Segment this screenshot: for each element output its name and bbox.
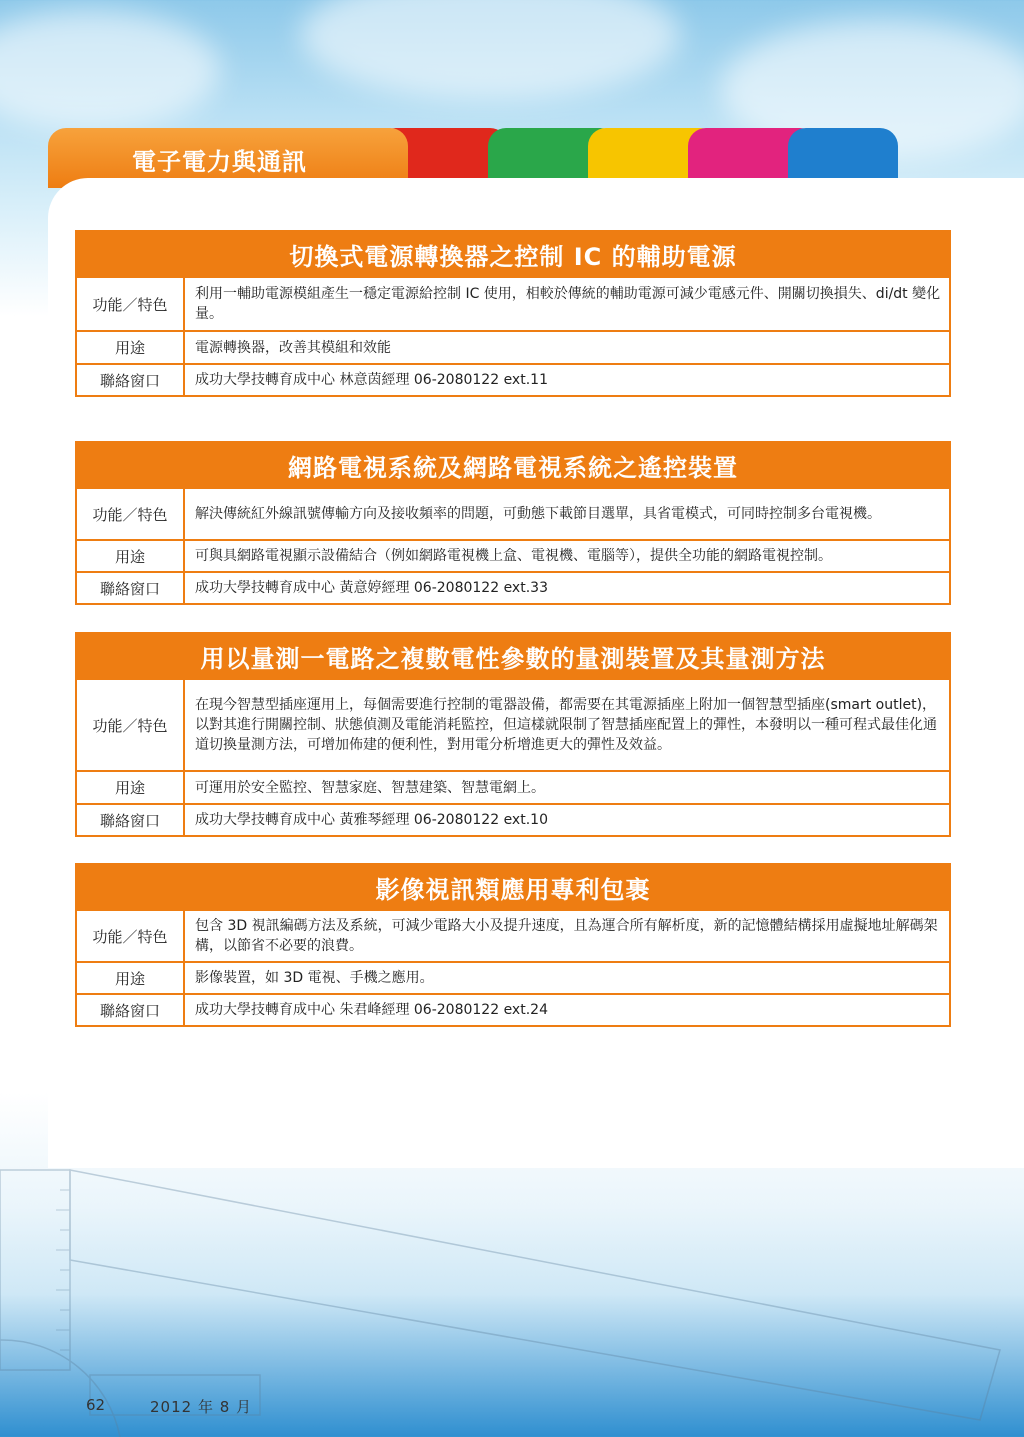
ruler-decoration (0, 1150, 1024, 1437)
usage-text: 可運用於安全監控、智慧家庭、智慧建築、智慧電網上。 (195, 779, 545, 796)
contact-label: 聯絡窗口 (77, 805, 185, 835)
usage-label: 用途 (77, 541, 185, 571)
feature-text: 利用一輔助電源模組產生一穩定電源給控制 IC 使用，相較於傳統的輔助電源可減少電感元件、開關切換損失、di/dt 變化量。 (195, 286, 941, 322)
patent-section-3 (75, 632, 951, 837)
contact-text: 成功大學技轉育成中心 黃雅琴經理 06-2080122 ext.10 (195, 812, 548, 828)
feature-label: 功能／特色 (77, 278, 185, 330)
contact-text: 成功大學技轉育成中心 朱君峰經理 06-2080122 ext.24 (195, 1002, 548, 1018)
usage-text: 可與具網路電視顯示設備結合（例如網路電視機上盒、電視機、電腦等），提供全功能的網路電視控制。 (195, 548, 832, 564)
feature-row (77, 678, 949, 770)
contact-label: 聯絡窗口 (77, 365, 185, 395)
sky-cloud (0, 10, 220, 130)
section-title: 切換式電源轉換器之控制 IC 的輔助電源 (77, 232, 949, 276)
contact-row (77, 993, 949, 1025)
contact-label: 聯絡窗口 (77, 995, 185, 1025)
contact-label: 聯絡窗口 (77, 573, 185, 603)
usage-row (77, 539, 949, 571)
contact-row (77, 363, 949, 395)
feature-row (77, 909, 949, 961)
feature-label: 功能／特色 (77, 489, 185, 539)
feature-text: 在現今智慧型插座運用上，每個需要進行控制的電器設備，都需要在其電源插座上附加一個智慧型插座(smart outlet)，以對其進行開關控制、狀態偵測及電能消耗監控，但這樣就限制了智慧插座配置上的彈性，本發明以一種可程式最佳化通道切換量測方法，可增加佈建的便利性，對用電分析增進更大的彈性及效益。 (195, 697, 937, 753)
contact-row (77, 571, 949, 603)
usage-text: 影像裝置，如 3D 電視、手機之應用。 (195, 970, 434, 986)
section-title: 用以量測一電路之複數電性參數的量測裝置及其量測方法 (77, 634, 949, 678)
feature-label: 功能／特色 (77, 911, 185, 961)
usage-label: 用途 (77, 772, 185, 803)
patent-section-1 (75, 230, 951, 397)
usage-text: 電源轉換器，改善其模組和效能 (195, 339, 391, 356)
feature-row (77, 487, 949, 539)
usage-label: 用途 (77, 963, 185, 993)
feature-row (77, 276, 949, 330)
usage-row (77, 330, 949, 363)
publication-date: 2012 年 8 月 (150, 1398, 253, 1416)
usage-row (77, 770, 949, 803)
usage-label: 用途 (77, 332, 185, 363)
sky-cloud (300, 0, 680, 100)
feature-text: 包含 3D 視訊編碼方法及系統，可減少電路大小及提升速度，且為運合所有解析度，新的記憶體結構採用虛擬地址解碼架構，以節省不必要的浪費。 (195, 918, 938, 954)
contact-row (77, 803, 949, 835)
page-number: 62 (86, 1396, 106, 1414)
category-title: 電子電力與通訊 (132, 148, 307, 176)
patent-section-4 (75, 863, 951, 1027)
section-title: 影像視訊類應用專利包裹 (77, 865, 949, 909)
section-title: 網路電視系統及網路電視系統之遙控裝置 (77, 443, 949, 487)
patent-section-2 (75, 441, 951, 605)
feature-label: 功能／特色 (77, 680, 185, 770)
usage-row (77, 961, 949, 993)
feature-text: 解決傳統紅外線訊號傳輸方向及接收頻率的問題，可動態下載節目選單，具省電模式，可同時控制多台電視機。 (195, 506, 881, 522)
contact-text: 成功大學技轉育成中心 林意茵經理 06-2080122 ext.11 (195, 372, 548, 388)
contact-text: 成功大學技轉育成中心 黃意婷經理 06-2080122 ext.33 (195, 580, 548, 596)
